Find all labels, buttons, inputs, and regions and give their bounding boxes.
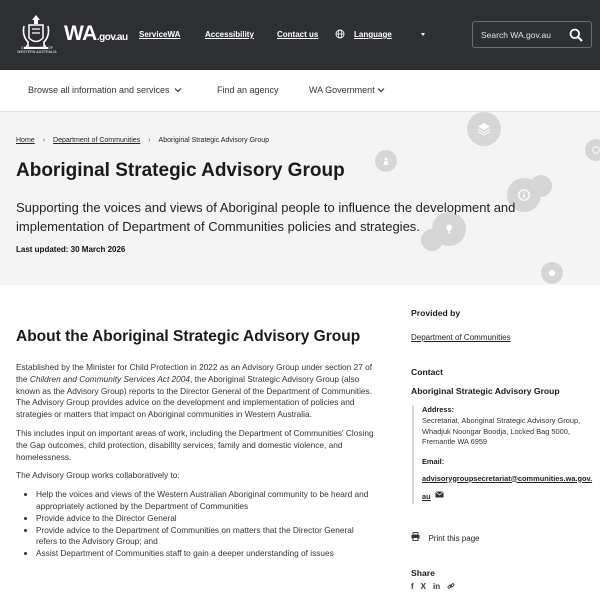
paragraph-3: The Advisory Group works collaboratively to:: [16, 470, 180, 481]
address-value: Secretariat, Aboriginal Strategic Advisory Group, Whadjuk Noongar Boodja, Locked Bag 5000, Fremantle WA 6959: [422, 416, 581, 446]
printer-icon[interactable]: [411, 532, 420, 541]
chevron-down-icon[interactable]: [421, 33, 425, 36]
print-button[interactable]: Print this page: [428, 533, 480, 543]
contact-us-link[interactable]: Contact us: [277, 30, 319, 39]
decorative-bubble: [375, 150, 397, 172]
main-content: [16, 328, 376, 560]
linkedin-icon[interactable]: in: [433, 581, 441, 591]
page-hero: [0, 112, 600, 285]
page-lede: Supporting the voices and views of Aboriginal people to influence the development and implementation of Department of Communities policies and strategies.: [16, 200, 516, 234]
breadcrumb-current: Aboriginal Strategic Advisory Group: [158, 137, 270, 144]
address-label: Address:: [422, 405, 455, 414]
nav-wa-government[interactable]: WA Government: [309, 85, 375, 95]
decorative-bubble: [541, 262, 563, 284]
person-icon: [382, 157, 390, 165]
list-item: • Provide advice to the Department of Communities on matters that the Director General refers to the Advisory Group; and: [36, 525, 376, 549]
paragraph-1: [16, 362, 376, 421]
act-title: Children and Community Services Act 2004: [29, 373, 191, 384]
language-selector[interactable]: Language: [354, 30, 392, 39]
list-item: • Help the voices and views of the Western Australian Aboriginal community to be heard and appropriately actioned by the Department of Communities: [36, 489, 376, 513]
contact-label: Contact: [411, 367, 443, 377]
search-input[interactable]: Search WA.gov.au: [481, 30, 551, 40]
bullet-list: [16, 489, 376, 560]
accessibility-link[interactable]: Accessibility: [205, 30, 254, 39]
decorative-bubble: [585, 139, 600, 161]
contact-details: [412, 405, 596, 504]
list-item: • Assist Department of Communities staff to gain a deeper understanding of issues: [36, 548, 376, 560]
logo-main: WA: [64, 22, 97, 45]
link-icon[interactable]: [447, 582, 455, 590]
nav-find-agency[interactable]: Find an agency: [217, 85, 279, 95]
paragraph-2: This includes input on important areas of work, including the Department of Communities' Closing the Gap outcomes, child protection, disability services, family and domestic violence, and homelessness.: [16, 427, 374, 462]
search-box[interactable]: [472, 21, 592, 48]
breadcrumb-home[interactable]: Home: [16, 137, 35, 144]
servicewa-link[interactable]: ServiceWA: [139, 30, 181, 39]
main-nav: [0, 70, 600, 112]
paragraph-1-end: , the Aboriginal Strategic Advisory Group (also known as the Advisory Group) reports to the Director General of the Department of Communities. The Advisory Group provides advice on the development and implementation of policies and strategies or matters that impact on Aboriginal communities in Western Australia.: [16, 373, 373, 420]
x-twitter-icon[interactable]: X: [420, 581, 427, 591]
info-icon: [518, 189, 530, 201]
breadcrumb-department[interactable]: Department of Communities: [53, 137, 141, 144]
crest-label: GOVERNMENT OF WESTERN AUSTRALIA: [17, 46, 57, 54]
chevron-right-icon: ›: [42, 137, 46, 144]
chevron-down-icon[interactable]: [174, 86, 182, 94]
facebook-icon[interactable]: f: [411, 581, 414, 591]
last-updated: Last updated: 30 March 2026: [16, 245, 126, 254]
decorative-bubble: [467, 112, 501, 146]
wa-logo[interactable]: [64, 22, 128, 46]
provided-by-label: Provided by: [411, 308, 461, 318]
email-label: Email:: [422, 456, 445, 466]
globe-icon: [548, 269, 556, 277]
list-item: • Provide advice to the Director General: [36, 513, 376, 525]
paragraph-1-start: Established by the Minister for Child Protection in 2022 as an Advisory Group under section 27 of the: [16, 362, 373, 384]
chevron-down-icon[interactable]: [377, 86, 385, 94]
contact-name: Aboriginal Strategic Advisory Group: [411, 386, 560, 396]
globe-icon: [335, 29, 345, 39]
breadcrumb: [16, 137, 269, 144]
nav-browse[interactable]: Browse all information and services: [28, 85, 170, 95]
site-header: [0, 0, 600, 70]
share-label: Share: [411, 567, 435, 578]
info-icon: [592, 146, 600, 154]
email-link[interactable]: advisorygroupsecretariat@communities.wa.gov.au: [422, 473, 593, 501]
sidebar: [411, 308, 596, 591]
page-title: Aboriginal Strategic Advisory Group: [16, 160, 345, 181]
layers-icon: [477, 122, 491, 136]
print-action[interactable]: [411, 528, 596, 546]
logo-sub: .gov.au: [96, 32, 128, 43]
chevron-right-icon: ›: [148, 137, 151, 144]
share-icons: [411, 582, 596, 591]
search-icon[interactable]: [569, 28, 583, 42]
section-heading: About the Aboriginal Strategic Advisory Group: [16, 328, 361, 345]
provided-by-link[interactable]: Department of Communities: [411, 333, 511, 342]
envelope-icon: [435, 491, 444, 498]
